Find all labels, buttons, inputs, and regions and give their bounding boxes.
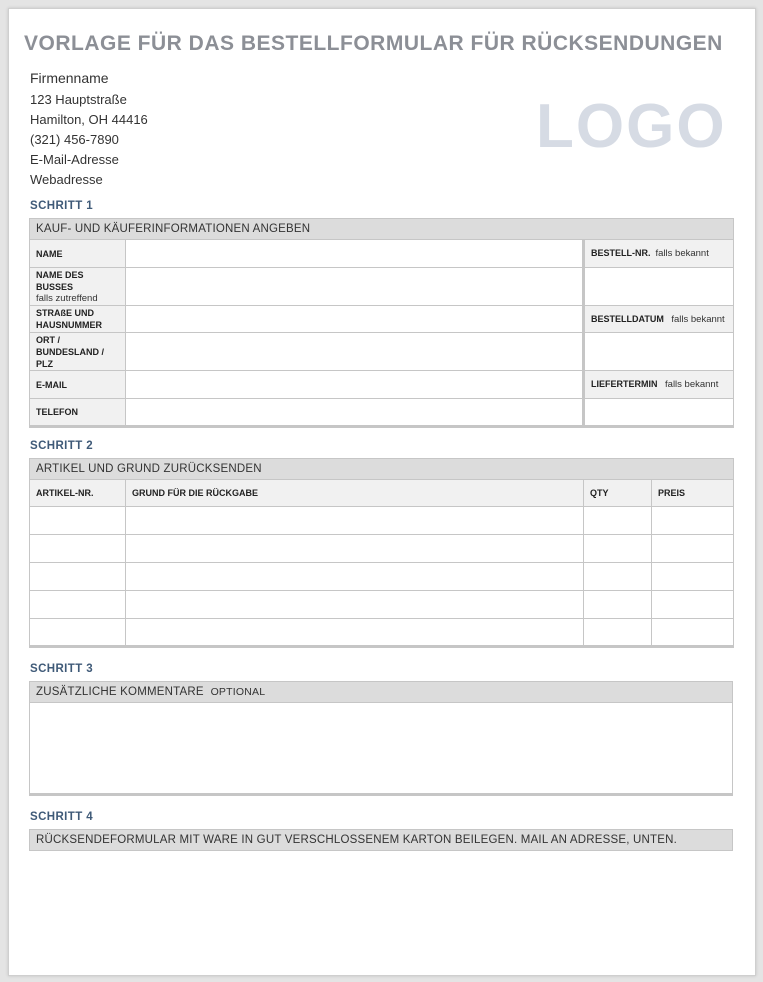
item-cell[interactable] bbox=[30, 563, 126, 591]
reason-cell[interactable] bbox=[126, 563, 584, 591]
phone-field[interactable] bbox=[126, 399, 584, 427]
company-street: 123 Hauptstraße bbox=[30, 92, 127, 107]
order-no-note: falls bekannt bbox=[655, 248, 709, 259]
step1-header: KAUF- UND KÄUFERINFORMATIONEN ANGEBEN bbox=[30, 219, 734, 240]
order-date-field[interactable] bbox=[584, 333, 734, 371]
col-price: PREIS bbox=[652, 480, 734, 507]
step3-label: SCHRITT 3 bbox=[30, 663, 94, 675]
step1-label: SCHRITT 1 bbox=[30, 200, 94, 212]
street-label: STRAßE UND HAUSNUMMER bbox=[30, 306, 126, 333]
company-info bbox=[30, 68, 148, 190]
step2-header: ARTIKEL UND GRUND ZURÜCKSENDEN bbox=[30, 459, 734, 480]
city-field[interactable] bbox=[126, 333, 584, 371]
qty-cell[interactable] bbox=[584, 619, 652, 647]
email-label: E-MAIL bbox=[30, 371, 126, 399]
order-date-note: falls bekannt bbox=[671, 313, 725, 325]
instructions-table bbox=[29, 829, 733, 851]
name-label: NAME bbox=[30, 240, 126, 268]
qty-cell[interactable] bbox=[584, 535, 652, 563]
item-cell[interactable] bbox=[30, 535, 126, 563]
reason-cell[interactable] bbox=[126, 591, 584, 619]
price-cell[interactable] bbox=[652, 563, 734, 591]
price-cell[interactable] bbox=[652, 507, 734, 535]
step4-instructions: RÜCKSENDEFORMULAR MIT WARE IN GUT VERSCHLOSSENEM KARTON BEILEGEN. MAIL AN ADRESSE, UNTEN. bbox=[30, 830, 733, 851]
business-label: NAME DES BUSSES falls zutreffend bbox=[30, 268, 126, 306]
delivery-field[interactable] bbox=[584, 399, 734, 427]
company-name: Firmenname bbox=[30, 70, 109, 86]
order-no-label[interactable]: BESTELL-NR. falls bekannt bbox=[584, 240, 734, 268]
logo-placeholder: LOGO bbox=[536, 92, 727, 161]
col-qty: QTY bbox=[584, 480, 652, 507]
item-cell[interactable] bbox=[30, 591, 126, 619]
reason-cell[interactable] bbox=[126, 535, 584, 563]
company-web: Webadresse bbox=[30, 172, 103, 187]
step3-header: ZUSÄTZLICHE KOMMENTARE OPTIONAL bbox=[30, 682, 733, 703]
buyer-info-table bbox=[29, 218, 734, 428]
item-cell[interactable] bbox=[30, 619, 126, 647]
col-reason: GRUND FÜR DIE RÜCKGABE bbox=[126, 480, 584, 507]
order-no-field[interactable] bbox=[584, 268, 734, 306]
reason-cell[interactable] bbox=[126, 507, 584, 535]
city-label: ORT / BUNDESLAND / PLZ bbox=[30, 333, 126, 371]
qty-cell[interactable] bbox=[584, 563, 652, 591]
items-table bbox=[29, 458, 734, 648]
delivery-label[interactable]: LIEFERTERMIN falls bekannt bbox=[584, 371, 734, 399]
qty-cell[interactable] bbox=[584, 507, 652, 535]
name-field[interactable] bbox=[126, 240, 584, 268]
price-cell[interactable] bbox=[652, 619, 734, 647]
phone-label: TELEFON bbox=[30, 399, 126, 427]
company-email: E-Mail-Adresse bbox=[30, 152, 119, 167]
delivery-note: falls bekannt bbox=[665, 379, 719, 390]
email-field[interactable] bbox=[126, 371, 584, 399]
order-date-label[interactable]: BESTELLDATUM falls bekannt bbox=[584, 306, 734, 333]
price-cell[interactable] bbox=[652, 591, 734, 619]
reason-cell[interactable] bbox=[126, 619, 584, 647]
company-city: Hamilton, OH 44416 bbox=[30, 112, 148, 127]
step4-label: SCHRITT 4 bbox=[30, 811, 94, 823]
col-item-no: ARTIKEL-NR. bbox=[30, 480, 126, 507]
step2-label: SCHRITT 2 bbox=[30, 440, 94, 452]
item-cell[interactable] bbox=[30, 507, 126, 535]
business-field[interactable] bbox=[126, 268, 584, 306]
optional-note: OPTIONAL bbox=[210, 686, 266, 698]
business-note: falls zutreffend bbox=[36, 292, 98, 304]
page-title: VORLAGE FÜR DAS BESTELLFORMULAR FÜR RÜCKSENDUNGEN bbox=[24, 32, 723, 55]
comments-field[interactable] bbox=[30, 703, 733, 795]
street-field[interactable] bbox=[126, 306, 584, 333]
comments-table bbox=[29, 681, 733, 796]
company-phone: (321) 456-7890 bbox=[30, 132, 119, 147]
qty-cell[interactable] bbox=[584, 591, 652, 619]
price-cell[interactable] bbox=[652, 535, 734, 563]
